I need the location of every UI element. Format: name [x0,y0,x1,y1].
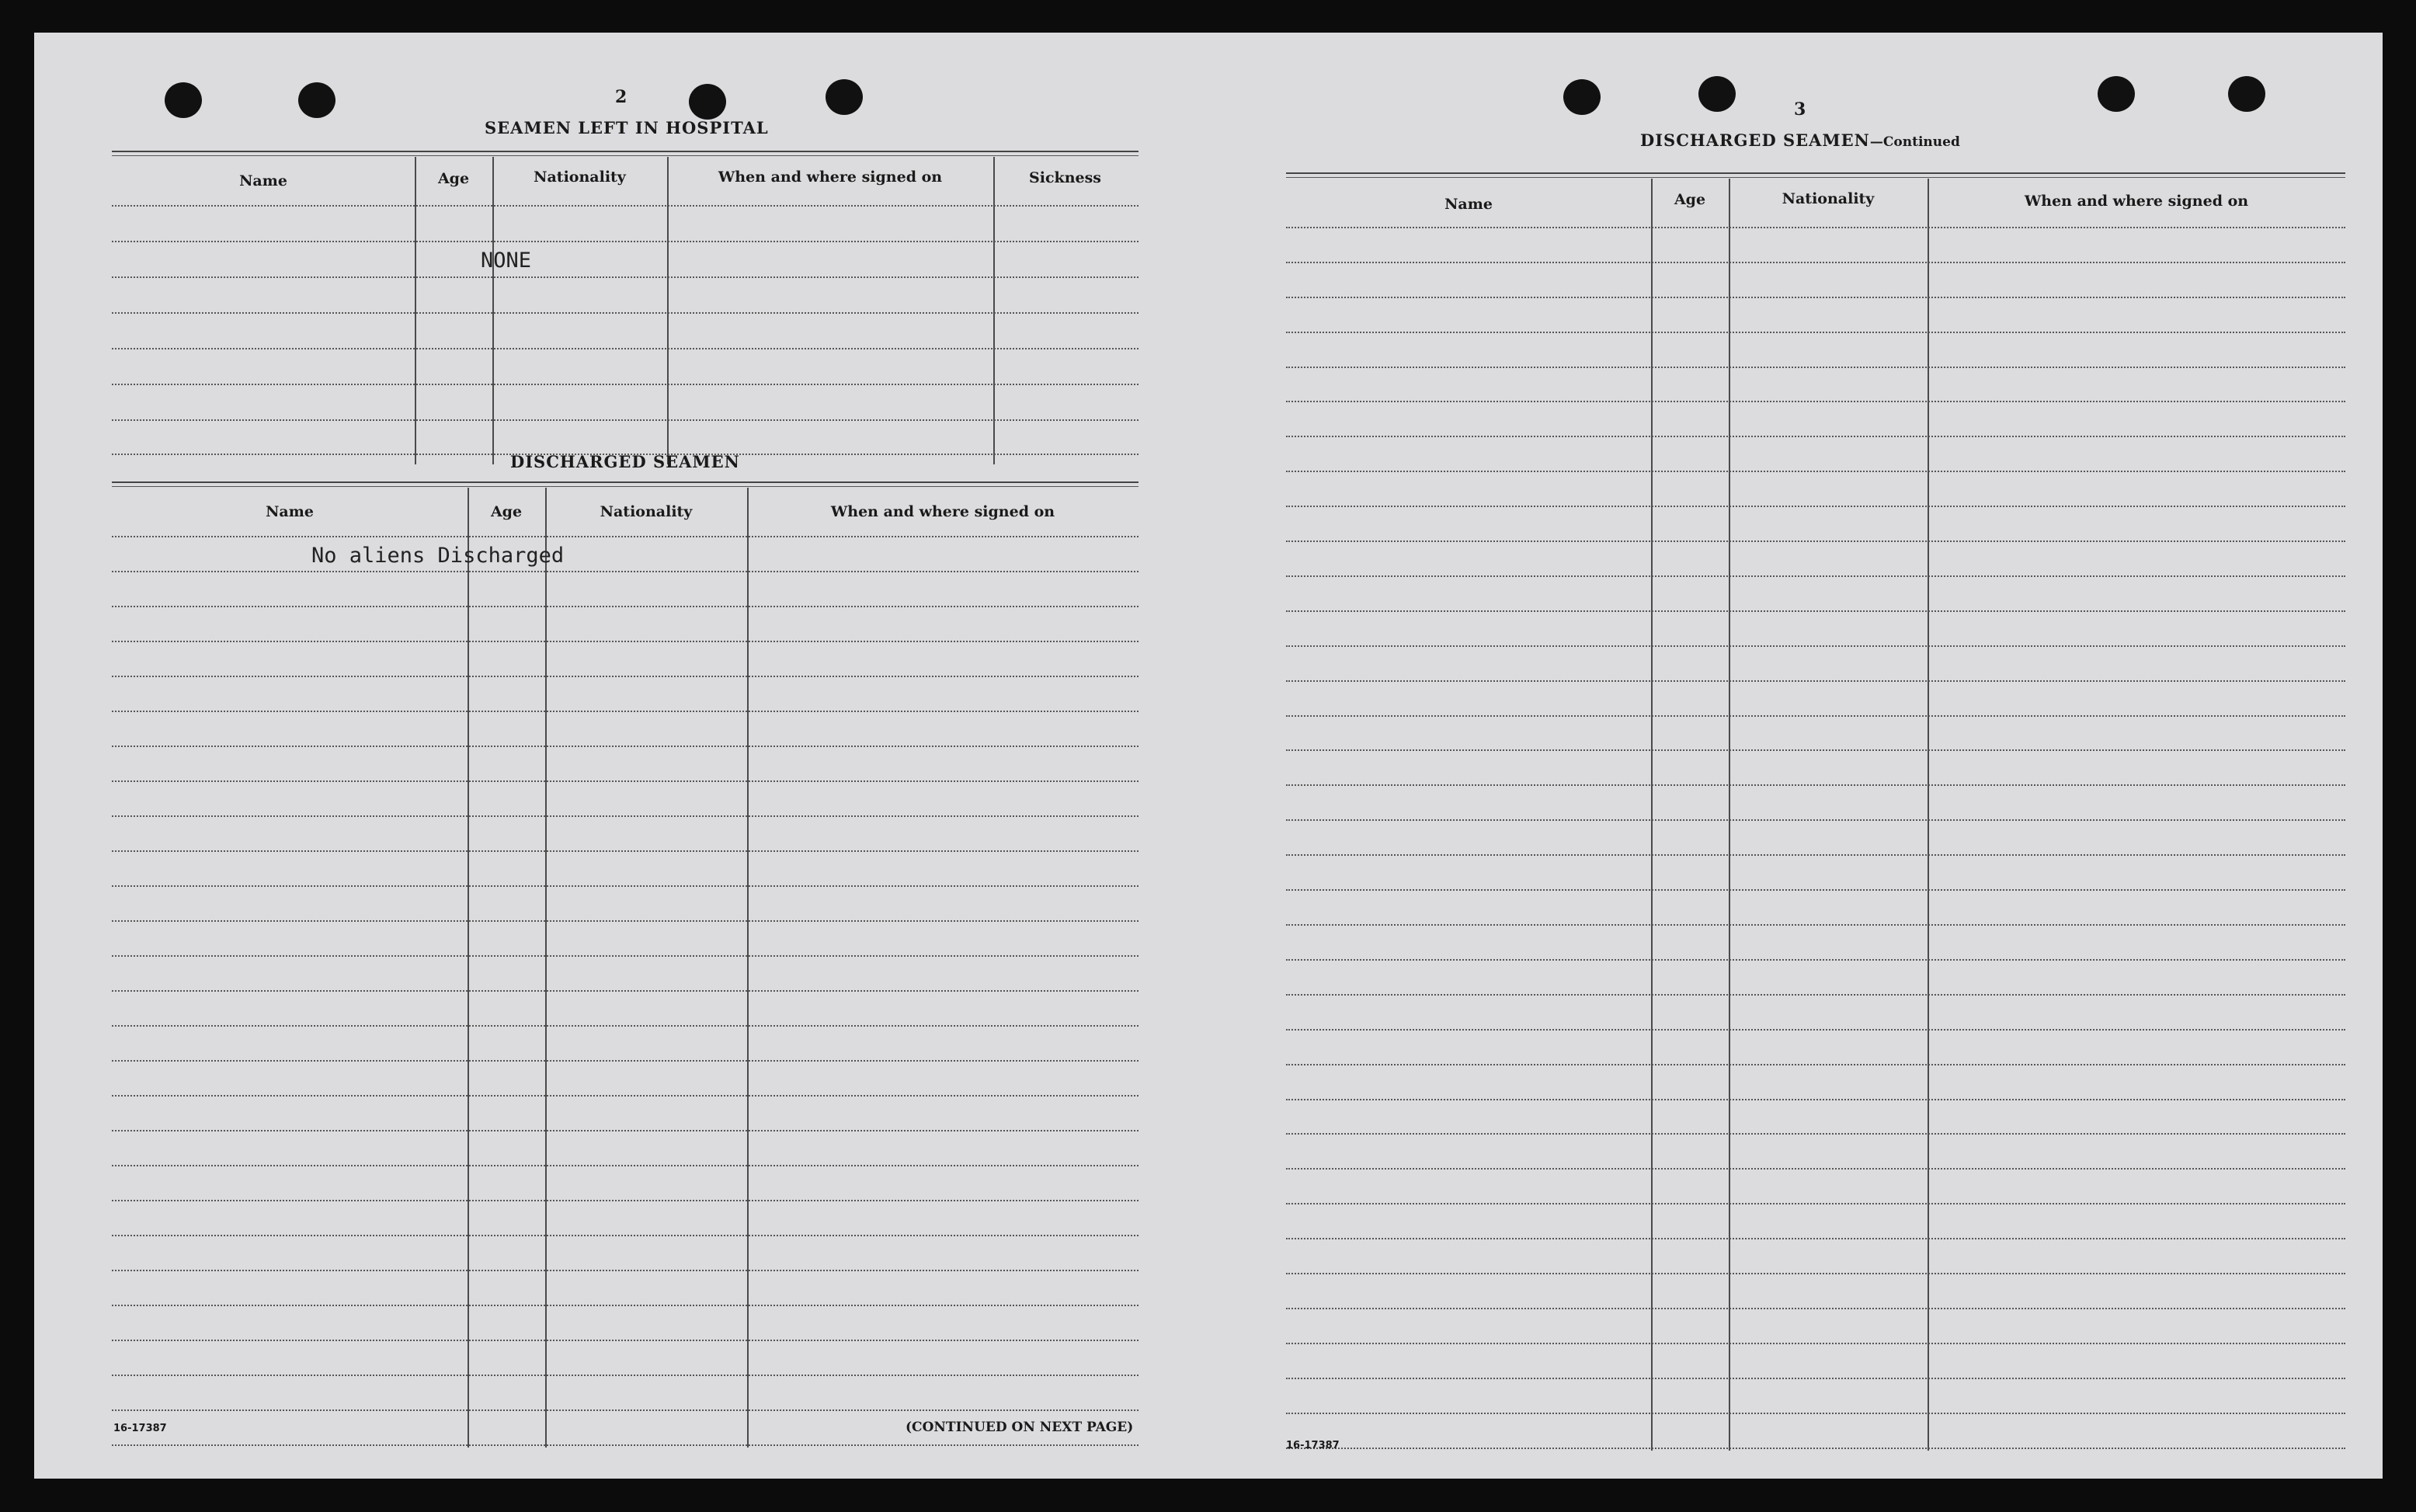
row-line [1286,367,2345,368]
row-line [1286,1343,2345,1344]
row-line [112,1340,1138,1341]
column-header-nationality: Nationality [1782,190,1875,207]
row-line [1286,1413,2345,1414]
punch-hole [826,79,863,115]
row-line [112,571,1138,572]
row-line [1286,1064,2345,1065]
column-header-sickness: Sickness [1029,169,1101,186]
row-line [1286,506,2345,507]
column-divider [1651,179,1653,1451]
column-header-name: Name [1444,196,1493,213]
column-divider [747,488,749,1448]
row-line [1286,680,2345,682]
row-line [1286,994,2345,996]
row-line [1286,1168,2345,1170]
row-line [1286,401,2345,402]
row-line [112,955,1138,957]
column-divider [993,157,995,464]
row-line [1286,784,2345,786]
row-line [1286,1099,2345,1100]
column-divider [468,488,469,1448]
punch-hole [165,82,202,118]
punch-hole [1698,76,1736,112]
row-line [1286,959,2345,961]
row-line [112,536,1138,537]
row-line [112,1375,1138,1376]
punch-hole [2228,76,2265,112]
row-line [112,1165,1138,1166]
row-line [112,850,1138,852]
row-line [1286,889,2345,891]
header-rule [1286,177,2345,178]
ledger-sheet [34,33,2383,1479]
row-line [1286,1133,2345,1135]
row-line [112,676,1138,677]
row-line [112,1025,1138,1027]
row-line [112,1444,1138,1446]
row-line [1286,924,2345,926]
header-rule [1286,172,2345,174]
header-rule [112,481,1138,483]
row-line [1286,436,2345,437]
punch-hole [689,84,726,120]
row-line [1286,1308,2345,1309]
column-header-age: Age [437,170,470,187]
section-title-text: DISCHARGED SEAMEN [1640,130,1870,150]
column-header-nationality: Nationality [534,169,626,186]
row-line [112,746,1138,747]
row-line [1286,471,2345,472]
row-line [112,1095,1138,1097]
row-line [1286,610,2345,612]
typed-entry-none: NONE [481,249,532,273]
section-title-discharged: DISCHARGED SEAMEN [510,452,740,471]
column-header-age: Age [490,503,523,520]
row-line [112,641,1138,642]
header-rule [112,155,1138,156]
column-header-when-where: When and where signed on [718,169,943,186]
section-title-discharged-continued [1640,130,1960,150]
section-title-suffix: —Continued [1869,134,1960,150]
punch-hole [1563,79,1601,115]
row-line [1286,575,2345,577]
row-line [1286,1448,2345,1449]
row-line [1286,645,2345,647]
column-header-name: Name [266,503,314,520]
form-code: 16-17387 [113,1423,167,1434]
row-line [112,1200,1138,1201]
row-line [112,1270,1138,1271]
row-line [112,384,1138,385]
row-line [1286,1203,2345,1204]
column-header-name: Name [239,172,287,189]
row-line [112,1060,1138,1062]
column-divider [545,488,547,1448]
row-line [1286,854,2345,856]
row-line [1286,297,2345,298]
continued-note: (CONTINUED ON NEXT PAGE) [906,1420,1134,1435]
row-line [112,1235,1138,1236]
form-code: 16-17387 [1286,1440,1340,1451]
row-line [1286,715,2345,717]
row-line [112,419,1138,421]
section-title-hospital: SEAMEN LEFT IN HOSPITAL [485,118,769,137]
column-divider [415,157,416,464]
row-line [1286,819,2345,821]
row-line [112,276,1138,278]
column-header-nationality: Nationality [600,503,693,520]
row-line [112,606,1138,607]
row-line [1286,749,2345,751]
row-line [112,885,1138,887]
row-line [112,780,1138,782]
row-line [112,241,1138,242]
row-line [112,205,1138,207]
column-header-when-where: When and where signed on [830,503,1055,520]
row-line [112,1409,1138,1411]
row-line [1286,1029,2345,1031]
header-rule [112,151,1138,152]
row-line [1286,1238,2345,1239]
column-divider [1928,179,1929,1451]
punch-hole [2098,76,2135,112]
row-line [112,711,1138,712]
row-line [1286,540,2345,542]
typed-entry-discharged: No aliens Discharged [311,544,565,568]
row-line [112,920,1138,922]
row-line [1286,1378,2345,1379]
column-divider [492,157,494,464]
row-line [112,1130,1138,1131]
column-header-when-where: When and where signed on [2024,193,2249,210]
punch-hole [298,82,335,118]
row-line [1286,227,2345,228]
row-line [1286,332,2345,333]
column-divider [1729,179,1730,1451]
row-line [112,312,1138,314]
page-number: 2 [615,87,627,107]
row-line [112,348,1138,349]
column-header-age: Age [1674,191,1706,208]
row-line [1286,1273,2345,1274]
row-line [1286,262,2345,263]
row-line [112,990,1138,992]
page-number: 3 [1794,99,1806,120]
row-line [112,815,1138,817]
header-rule [112,486,1138,487]
row-line [112,1305,1138,1306]
column-divider [667,157,669,464]
